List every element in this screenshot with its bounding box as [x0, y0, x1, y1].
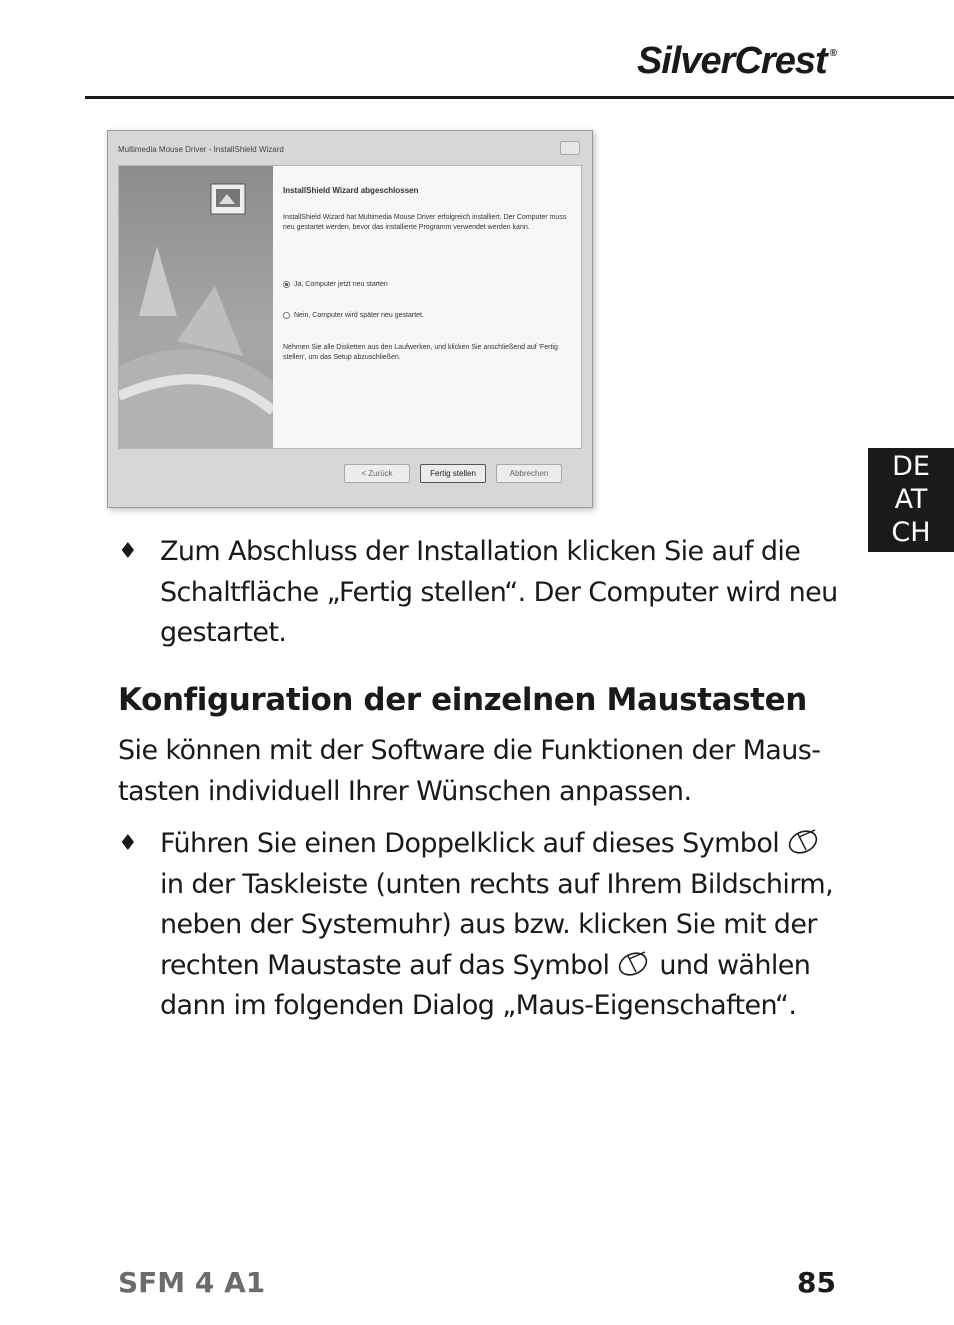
option-restart-now[interactable] — [283, 281, 573, 288]
option-restart-now-label: Ja, Computer jetzt neu starten — [294, 281, 388, 288]
back-button[interactable]: < Zurück — [344, 464, 410, 483]
bullet-mouse-properties — [118, 824, 848, 1027]
paragraph-line-1: Sie können mit der Software die Funktionen der Maus- — [118, 735, 821, 766]
installer-dialog-screenshot — [107, 130, 593, 508]
brand-name: SilverCrest — [636, 40, 827, 82]
header-rule — [85, 96, 954, 99]
option-restart-later[interactable] — [283, 312, 573, 319]
section-heading: Konfiguration der einzelnen Maustasten — [118, 682, 807, 718]
page-number: 85 — [797, 1266, 836, 1299]
radio-unselected-icon[interactable] — [283, 312, 290, 319]
cancel-button[interactable]: Abbrechen — [496, 464, 562, 483]
bullet-mouse-text-part1: Führen Sie einen Doppelklick auf dieses Symbol — [160, 828, 780, 859]
wizard-text: InstallShield Wizard hat Multimedia Mouse Driver erfolgreich installiert. Der Computer muss neu gestartet werden, bevor das installierte Programm verwendet werden kann. — [283, 214, 567, 231]
bullet-finish-install — [118, 532, 848, 654]
wizard-heading: InstallShield Wizard abgeschlossen — [283, 186, 419, 195]
bullet-diamond-icon: ♦ — [118, 831, 138, 856]
lang-de: DE — [892, 451, 930, 482]
finish-button[interactable]: Fertig stellen — [420, 464, 486, 483]
wizard-content — [283, 186, 573, 363]
bullet-finish-text: Zum Abschluss der Installation klicken Sie auf die Schaltfläche „Fertig stellen“. Der Computer wird neu gestartet. — [160, 536, 838, 648]
wizard-note: Nehmen Sie alle Disketten aus den Laufwerken, und klicken Sie anschließend auf 'Fertig stellen', um das Setup abzuschließen. — [283, 344, 558, 361]
registered-mark: ® — [829, 48, 836, 59]
bullet-diamond-icon: ♦ — [118, 539, 138, 564]
dialog-close-icon[interactable] — [560, 141, 580, 155]
paragraph-line-2: tasten individuell Ihrer Wünschen anpassen. — [118, 775, 692, 807]
bullet-mouse-text-part3: und wählen dann im folgenden Dialog „Maus-Eigenschaften“. — [160, 949, 811, 1021]
mouse-icon — [617, 948, 651, 978]
footer-model: SFM 4 A1 — [118, 1266, 266, 1299]
dialog-body — [118, 165, 582, 449]
bullet-mouse-text-part2: in der Taskleiste (unten rechts auf Ihrem Bildschirm, neben der Systemuhr) aus bzw. klicken Sie mit der rechten Maustaste auf das Symbol — [160, 868, 834, 981]
wizard-graphic — [119, 166, 273, 448]
wizard-side-panel — [119, 166, 273, 448]
mouse-icon — [787, 826, 821, 856]
language-tab — [868, 448, 954, 552]
bullet-mouse-text — [160, 824, 848, 1027]
lang-at: AT — [894, 484, 928, 515]
radio-selected-icon[interactable] — [283, 281, 290, 288]
dialog-button-row — [344, 464, 562, 483]
section-paragraph — [118, 731, 838, 812]
brand-logo — [637, 40, 836, 83]
lang-ch: CH — [891, 517, 931, 548]
dialog-title: Multimedia Mouse Driver - InstallShield Wizard — [118, 145, 284, 154]
option-restart-later-label: Nein, Computer wird später neu gestartet. — [294, 312, 424, 319]
